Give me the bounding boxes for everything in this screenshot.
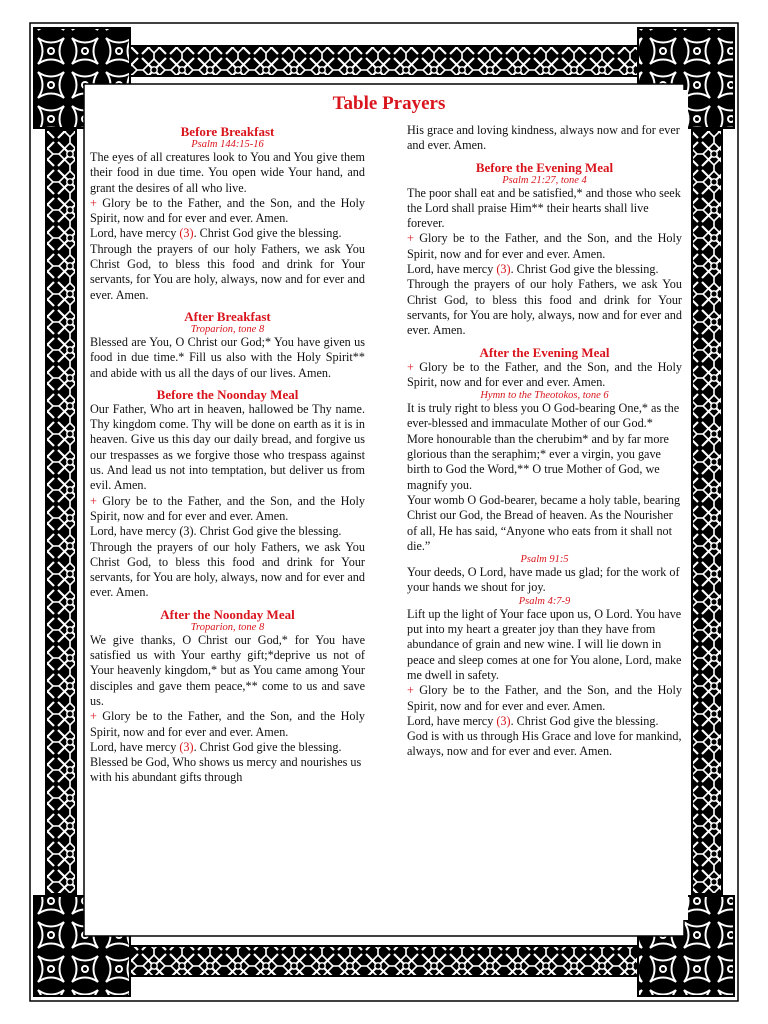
heading-before-breakfast: Before Breakfast	[180, 124, 275, 139]
subtitle-theotokos: Hymn to the Theotokos, tone 6	[480, 390, 609, 402]
heading-after-breakfast: After Breakfast	[184, 308, 271, 324]
prayer-text: Blessed are You, O Christ our God;* You have given us food in due time.* Fill us also with the Holy Spirit** and abide with us all the days of our lives. Amen.	[90, 334, 365, 380]
prayer-text: Lift up the light of Your face upon us, O Lord. You have put into my heart a greater joy than they have from abundance of grain and new wine. I will lie down in peace and sleep comes at one for You alone, Lord, make me dwell in safety.	[407, 606, 682, 682]
prayer-text: His grace and loving kindness, always now and for ever and ever. Amen.	[407, 123, 680, 153]
heading-before-noonday: Before the Noonday Meal	[156, 386, 299, 402]
glory-line: + Glory be to the Father, and the Son, and the Holy Spirit, now and for ever and ever. Amen.	[407, 231, 682, 261]
mercy-line: Lord, have mercy (3). Christ God give the blessing.	[407, 262, 659, 277]
subtitle-psalm-4: Psalm 4:7-9	[518, 595, 571, 607]
cross-icon: +	[407, 359, 414, 374]
prayer-text: We give thanks, O Christ our God,* for You have satisfied us with Your earthy gift;*deprive us not of Your heavenly kingdom,* but as You came among Your disciples and gave them peace,** come to us and save us.	[90, 632, 365, 708]
subtitle-psalm-91: Psalm 91:5	[520, 554, 569, 566]
cross-icon: +	[90, 493, 97, 508]
glory-line: + Glory be to the Father, and the Son, and the Holy Spirit, now and for ever and ever. Amen.	[407, 683, 682, 713]
subtitle-after-noonday: Troparion, tone 8	[190, 621, 265, 633]
cross-icon: +	[90, 709, 97, 724]
glory-line: + Glory be to the Father, and the Son, and the Holy Spirit, now and for ever and ever. Amen.	[407, 359, 682, 389]
mercy-line: Lord, have mercy (3). Christ God give the blessing.	[90, 226, 342, 241]
prayer-text: It is truly right to bless you O God-bearing One,* as the ever-blessed and immaculate Mother of our God.* More honourable than the cherubim* and by far more glorious than the seraphim;* ever a virgin, you gave birth to God the Word,** O true Mother of God, we magnify you.	[407, 401, 680, 492]
left-column	[90, 124, 365, 786]
prayer-text: Through the prayers of our holy Fathers, we ask You Christ God, to bless this food and drink for Your servants, for You are holy, always, now and for ever and ever. Amen.	[90, 241, 365, 302]
mercy-line: Lord, have mercy (3). Christ God give the blessing.	[90, 524, 342, 539]
mercy-line: Lord, have mercy (3). Christ God give the blessing.	[407, 713, 659, 728]
cross-icon: +	[90, 195, 97, 210]
prayer-text: The eyes of all creatures look to You and You give them their food in due time. You open wide Your hand, and grant the desires of all who live.	[90, 150, 365, 195]
subtitle-after-breakfast: Troparion, tone 8	[190, 323, 265, 335]
prayer-text: Our Father, Who art in heaven, hallowed be Thy name. Thy kingdom come. Thy will be done on earth as it is in heaven. Give us this day our daily bread, and forgive us our trespasses as we forgive those who trespass against us. And lead us not into temptation, but deliver us from evil. Amen.	[90, 401, 365, 493]
mercy-line: Lord, have mercy (3). Christ God give the blessing.	[90, 739, 342, 754]
prayer-text: The poor shall eat and be satisfied,* and those who seek the Lord shall praise Him** their hearts shall live forever.	[407, 185, 681, 231]
page-title: Table Prayers	[332, 93, 446, 114]
heading-after-evening: After the Evening Meal	[479, 344, 610, 360]
prayer-text: Through the prayers of our holy Fathers, we ask You Christ God, to bless this food and drink for Your servants, for You are holy, always, now and for ever and ever. Amen.	[90, 539, 365, 600]
subtitle-before-breakfast: Psalm 144:15-16	[191, 139, 264, 150]
prayer-text: God is with us through His Grace and love for mankind, always, now and for ever and ever. Amen.	[407, 729, 682, 759]
heading-after-noonday: After the Noonday Meal	[160, 606, 295, 622]
prayer-text: Through the prayers of our holy Fathers, we ask You Christ God, to bless this food and drink for Your servants, for You are holy, always, now and for ever and ever. Amen.	[407, 277, 682, 338]
glory-line: + Glory be to the Father, and the Son, and the Holy Spirit, now and for ever and ever. Amen.	[90, 493, 365, 523]
cross-icon: +	[407, 231, 414, 246]
glory-line: + Glory be to the Father, and the Son, and the Holy Spirit, now and for ever and ever. Amen.	[90, 195, 365, 226]
glory-line: + Glory be to the Father, and the Son, and the Holy Spirit, now and for ever and ever. Amen.	[90, 709, 365, 739]
prayer-text: Blessed be God, Who shows us mercy and nourishes us with his abundant gifts through	[90, 755, 362, 785]
prayer-text: Your deeds, O Lord, have made us glad; for the work of your hands we shout for joy.	[407, 565, 680, 595]
subtitle-before-evening: Psalm 21:27, tone 4	[502, 174, 587, 186]
page-content	[90, 90, 688, 920]
heading-before-evening: Before the Evening Meal	[475, 159, 614, 175]
prayer-text: Your womb O God-bearer, became a holy table, bearing Christ our God, the Bread of heaven. As the Nourisher of all, He has said, “Anyone who eats from it shall not die.”	[407, 492, 681, 553]
cross-icon: +	[407, 683, 414, 698]
right-column	[407, 123, 682, 760]
